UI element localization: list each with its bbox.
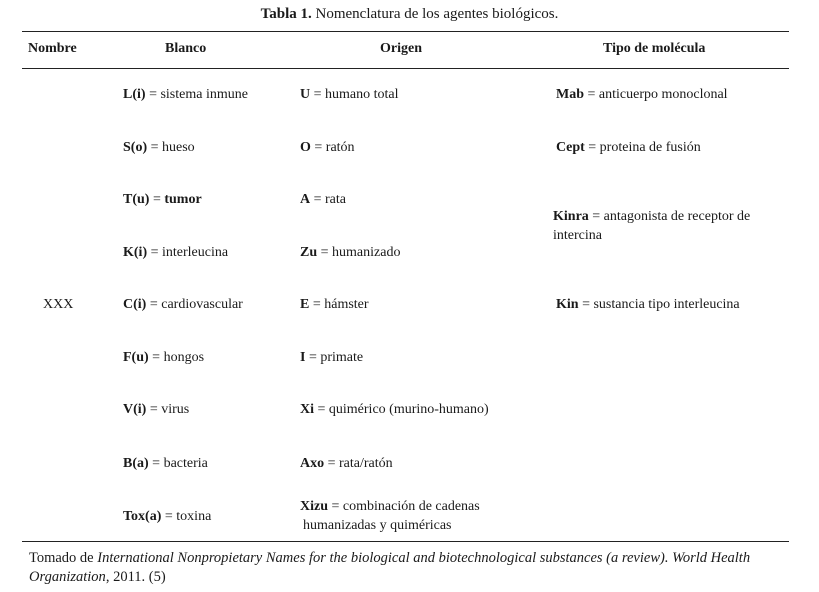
origen-item: O = ratón	[300, 140, 355, 155]
table-caption	[0, 6, 819, 23]
header-origen: Origen	[380, 41, 422, 56]
origen-item: I = primate	[300, 350, 364, 365]
blanco-item: S(o) = hueso	[123, 140, 195, 155]
blanco-item: B(a) = bacteria	[123, 456, 208, 471]
origen-item: U = humano total	[300, 87, 399, 102]
tipo-item: Mab = anticuerpo monoclonal	[556, 87, 728, 102]
origen-item: Axo = rata/ratón	[300, 456, 393, 471]
caption-text: Nomenclatura de los agentes biológicos.	[311, 6, 559, 22]
blanco-item: K(i) = interleucina	[123, 245, 229, 260]
nombre-value: XXX	[43, 297, 74, 312]
header-rule	[22, 68, 789, 69]
origen-item: A = rata	[300, 192, 346, 207]
origen-item: Xi = quimérico (murino-humano)	[300, 402, 489, 417]
blanco-item: V(i) = virus	[123, 402, 190, 417]
caption-label: Tabla 1.	[260, 6, 312, 22]
origen-item: Xizu = combinación de cadenas humanizadas y quiméricas	[300, 499, 480, 533]
top-rule	[22, 31, 789, 32]
footnote-source: International Nonpropietary Names for the biological and biotechnological substances (a review). World Health Organization	[29, 550, 751, 585]
table-footnote: Tomado de International Nonpropietary Names for the biological and biotechnological substances (a review). World Health Organization, 2011. (5)	[29, 550, 751, 585]
blanco-item: T(u) = tumor	[123, 192, 202, 207]
header-tipo: Tipo de molécula	[603, 41, 706, 56]
tipo-item: Kinra = antagonista de receptor de intercina	[553, 209, 751, 243]
tipo-item: Kin = sustancia tipo interleucina	[556, 297, 740, 312]
blanco-item: C(i) = cardiovascular	[123, 297, 243, 312]
origen-item: Zu = humanizado	[300, 245, 401, 260]
blanco-item: L(i) = sistema inmune	[123, 87, 248, 102]
bottom-rule	[22, 541, 789, 542]
blanco-item: Tox(a) = toxina	[123, 509, 212, 524]
origen-item: E = hámster	[300, 297, 369, 312]
blanco-item: F(u) = hongos	[123, 350, 205, 365]
header-nombre: Nombre	[28, 41, 77, 56]
tipo-item: Cept = proteina de fusión	[556, 140, 701, 155]
header-blanco: Blanco	[165, 41, 207, 56]
